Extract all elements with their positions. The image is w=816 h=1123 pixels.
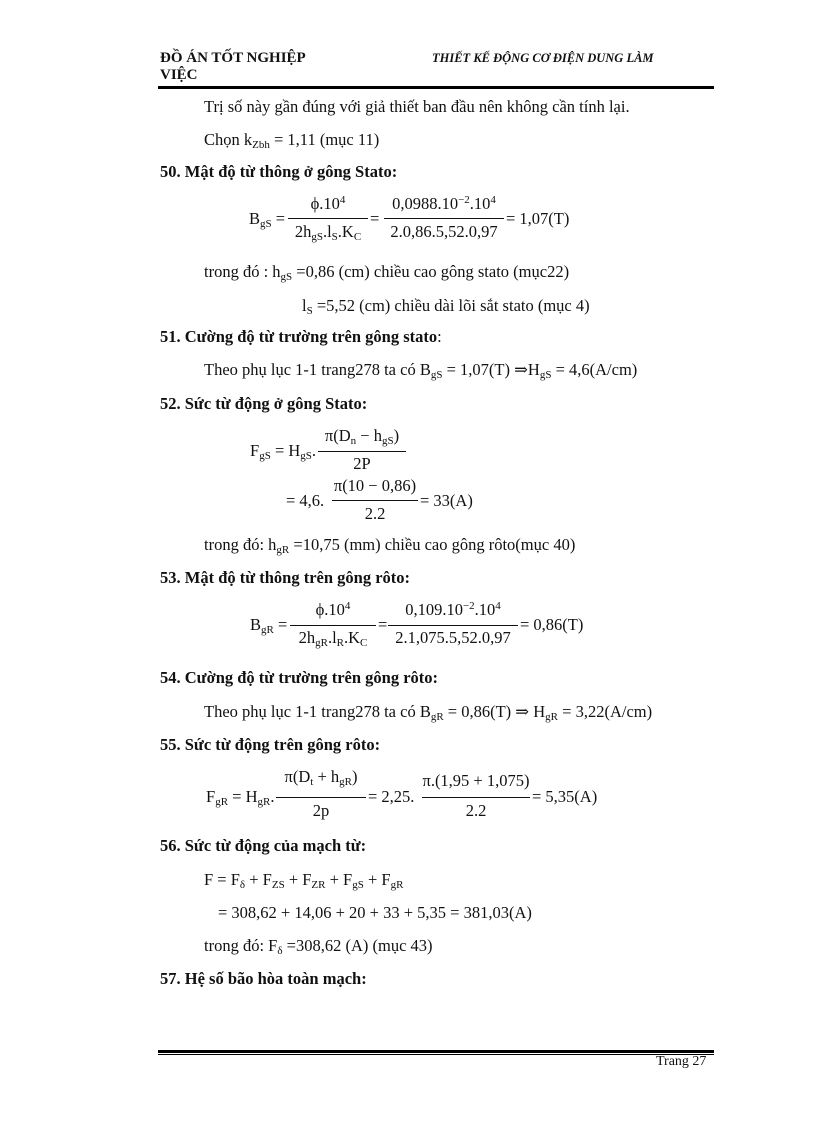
header-title-line1: ĐỒ ÁN TỐT NGHIỆP (160, 50, 306, 66)
section-55-title: 55. Sức từ động trên gông rôto: (160, 735, 381, 754)
s50-where-1: trong đó : $h_{gS} =0,86$ (cm) chiều cao gông stato (mục22) (204, 262, 570, 283)
s52-den-b: 2.2 (364, 504, 386, 523)
s55-mid: = 2,25. (368, 787, 415, 806)
s56-eq2: = 308,62 + 14,06 + 20 + 33 + 5,35 = 381,03(A) (218, 903, 532, 922)
s55-num: $\pi(D_t + h_{gR})$ (284, 767, 358, 788)
intro-line: Trị số này gần đúng với giả thiết ban đầu nên không cần tính lại. (204, 97, 630, 116)
header-title (160, 50, 306, 84)
section-51-title: 51. Cường độ từ trường trên gông stato: (160, 327, 442, 346)
s55-bar (276, 797, 366, 798)
s55-bar-b (422, 797, 530, 798)
s50-bar2 (384, 218, 504, 219)
header-subtitle: THIẾT KẾ ĐỘNG CƠ ĐIỆN DUNG LÀM (432, 51, 654, 65)
s53-bar2 (388, 625, 518, 626)
s50-bar1 (288, 218, 368, 219)
s52-where: trong đó: $h_{gR} =10,75$ (mm) chiều cao gông rôto(mục 40) (204, 535, 576, 556)
s55-den: 2p (312, 801, 330, 820)
s55-lhs: $F_{gR} = H_{gR}$. (206, 787, 275, 808)
s53-num2: $0,109.10^{-2}.10^4$ (405, 600, 501, 619)
section-50-title: 50. Mật độ từ thông ở gông Stato: (160, 162, 398, 181)
s53-den1: $2h_{gR}.l_R.K_C$ (298, 628, 368, 649)
s53-bar1 (290, 625, 376, 626)
s55-den-b: 2.2 (465, 801, 487, 820)
s50-num2: $0,0988.10^{-2}.10^4$ (392, 194, 496, 213)
footer-rule (158, 1050, 714, 1053)
section-57-title: 57. Hệ số bão hòa toàn mạch: (160, 969, 367, 988)
section-54-title: 54. Cường độ từ trường trên gông rôto: (160, 668, 439, 687)
s52-num-b: π(10 − 0,86) (333, 476, 417, 495)
section-56-title: 56. Sức từ động của mạch từ: (160, 836, 367, 855)
s55-num-b: π.(1,95 + 1,075) (422, 771, 530, 790)
s50-eq: = (370, 209, 380, 228)
s53-num1: $\phi.10^4$ (315, 600, 351, 619)
s53-eq: = (378, 615, 388, 634)
s54-text: Theo phụ lục 1-1 trang278 ta có $B_{gR} = 0,86(T)$ ⇒ $H_{gR} = 3,22(A/cm)$ (204, 702, 653, 723)
s53-result: = 0,86(T) (520, 615, 584, 634)
s53-lhs: $B_{gR}$ = (250, 615, 288, 636)
header-title-line2: VIỆC (160, 67, 198, 83)
s50-den2: 2.0,86.5,52.0,97 (390, 222, 498, 241)
s52-line2-prefix: = 4,6. (286, 491, 325, 510)
section-53-title: 53. Mật độ từ thông trên gông rôto: (160, 568, 411, 587)
s52-bar (318, 451, 406, 452)
s50-den1: $2h_{gS}.l_S.K_C$ (294, 222, 362, 243)
s52-result: = 33(A) (420, 491, 473, 510)
s50-num1: $\phi.10^4$ (310, 194, 346, 213)
s50-result: = 1,07(T) (506, 209, 570, 228)
page-number: Trang 27 (656, 1054, 707, 1069)
s51-text: Theo phụ lục 1-1 trang278 ta có $B_{gS} = 1,07(T)$ $\Rightarrow H_{gS} = 4,6(A/cm)$ (204, 360, 638, 381)
section-52-title: 52. Sức từ động ở gông Stato: (160, 394, 368, 413)
s53-den2: 2.1,075.5,52.0,97 (395, 628, 511, 647)
s56-eq1: $F = F_\delta + F_{ZS} + F_{ZR} + F_{gS} + F_{gR}$ (204, 870, 404, 891)
s56-where: trong đó: $F_\delta =308,62$ (A) (mục 43) (204, 936, 433, 957)
s55-result: = 5,35(A) (532, 787, 598, 806)
s52-num: $\pi(D_n - h_{gS})$ (324, 426, 400, 447)
s50-where-2: $l_S =5,52$ (cm) chiều dài lõi sắt stato (mục 4) (302, 296, 590, 317)
s50-lhs: $B_{gS}$ = (249, 209, 286, 230)
header-rule (158, 86, 714, 89)
intro-chon: Chọn $k_{Zbh} = 1,11$ (mục 11) (204, 130, 380, 151)
s52-bar-b (332, 500, 418, 501)
footer-rule-thin (158, 1054, 714, 1055)
s52-den: 2P (353, 454, 371, 473)
s52-lhs: $F_{gS} = H_{gS}$. (250, 441, 317, 462)
